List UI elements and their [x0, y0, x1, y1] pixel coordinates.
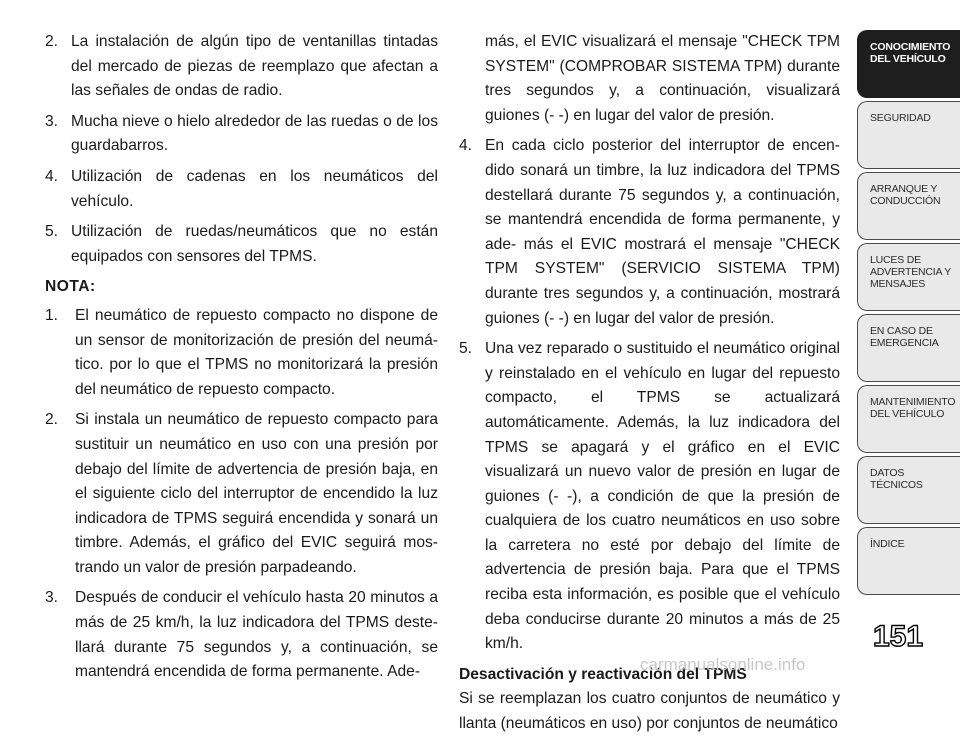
list-item-number: 2. [45, 33, 59, 50]
tab-label: ARRANQUE Y [870, 183, 938, 195]
tab-datos-tecnicos[interactable] [857, 456, 960, 524]
tab-label: SEGURIDAD [870, 112, 931, 124]
tab-label: TÉCNICOS [870, 479, 923, 491]
list-item [45, 165, 438, 214]
tab-label: DEL VEHÍCULO [870, 408, 945, 420]
tab-label: EN CASO DE [870, 325, 933, 337]
section-heading: Desactivación y reactivación del TPMS [459, 665, 747, 683]
left-column [45, 30, 438, 691]
list-item-text: En cada ciclo posterior del interruptor de encen- dido sonará un timbre, la luz indicadora del TPMS destellará durante 75 segundos y, a continuación, se mantendrá encendida de forma permanente, y ade- más el EVIC mostrará el mensaje "CHECK TPM SYSTEM" (SERVICIO SISTEMA TPM) durante tres segundos y, a continuación, mostrará guiones (- -) en lugar del valor de presión. [485, 137, 840, 327]
list-item [459, 337, 840, 657]
tab-label: LUCES DE [870, 254, 921, 266]
tab-conocimiento-del-vehiculo[interactable] [857, 30, 960, 98]
section-paragraph: Si se reemplazan los cuatro conjuntos de neumático y llanta (neumáticos en uso) por conjuntos de neumático [459, 690, 840, 733]
tab-seguridad[interactable] [857, 101, 960, 169]
tab-mantenimiento-del-vehiculo[interactable] [857, 385, 960, 453]
note-item-text: Si instala un neumático de repuesto compacto para sustituir un neumático en uso con una presión por debajo del límite de advertencia de presión baja, en el siguiente ciclo del interruptor de encendido la luz indicadora de TPMS seguirá encendida y sonará un timbre. Además, el gráfico del EVIC seguirá mos- trando un valor de presión parpadeando. [75, 411, 438, 576]
tab-label: CONDUCCIÓN [870, 195, 941, 207]
tab-en-caso-de-emergencia[interactable] [857, 314, 960, 382]
note-label: NOTA: [45, 278, 96, 296]
tab-label: MENSAJES [870, 278, 925, 290]
tab-arranque-y-conduccion[interactable] [857, 172, 960, 240]
list-item-text: Mucha nieve o hielo alrededor de las ruedas o de los guardabarros. [71, 112, 438, 155]
chapter-tabs [857, 30, 960, 598]
list-item-text: Utilización de cadenas en los neumáticos del vehículo. [71, 167, 438, 210]
list-item-text: Utilización de ruedas/neumáticos que no están equipados con sensores del TPMS. [71, 223, 438, 265]
list-item-number: 5. [45, 223, 59, 241]
list-item [459, 134, 840, 331]
list-item [45, 30, 438, 104]
tab-label: ADVERTENCIA Y [870, 266, 952, 278]
list-item-number: 4. [459, 137, 473, 155]
list-item [45, 220, 438, 269]
note-item-number: 3. [45, 589, 59, 607]
list-item-number: 5. [459, 340, 473, 358]
page-number: 151 [872, 620, 924, 653]
continued-text: más, el EVIC visualizará el mensaje "CHECK TPM SYSTEM" (COMPROBAR SISTEMA TPM) durante tres segundos y, a continuación, visualizará guiones (- -) en lugar del valor de presión. [485, 33, 840, 124]
tab-label: EMERGENCIA [870, 337, 939, 349]
note-item [45, 586, 438, 684]
tab-indice[interactable] [857, 527, 960, 595]
right-column [459, 30, 840, 737]
list-item-number: 3. [45, 112, 59, 130]
note-item-text: Después de conducir el vehículo hasta 20 minutos a más de 25 km/h, la luz indicadora del TPMS deste- llará durante 75 segundos y, a continuación, se mantendrá encendida de forma permanente. Ade- [75, 589, 438, 681]
list-item-number: 4. [45, 167, 59, 185]
list-item [45, 110, 438, 159]
note-item [45, 408, 438, 580]
note-item [45, 304, 438, 402]
tab-label: MANTENIMIENTO [870, 396, 956, 408]
tab-label: ÍNDICE [870, 538, 905, 550]
note-item-number: 1. [45, 306, 59, 324]
tab-label: DEL VEHÍCULO [870, 53, 946, 65]
tab-luces-de-advertencia[interactable] [857, 243, 960, 311]
tab-label: DATOS [870, 467, 905, 479]
list-item-text: La instalación de algún tipo de ventanillas tintadas del mercado de piezas de reemplazo que afectan a las señales de ondas de radio. [71, 33, 438, 100]
note-item-number: 2. [45, 411, 59, 429]
watermark: carmanualsonline.info [640, 655, 806, 674]
list-item-text: Una vez reparado o sustituido el neumático original y reinstalado en el vehículo en lugar del repuesto compacto, el TPMS se actualizará automáticamente. Además, la luz indicadora del TPMS se apagará y el gráfico en el EVIC visualizará un nuevo valor de presión en lugar de guiones (- -), a condición de que la presión de cualquiera de los cuatro neumáticos en uso sobre la carretera no esté por debajo del límite de advertencia de presión baja. Para que el TPMS reciba esta información, es posible que el vehículo deba conducirse durante 20 minutos a más de 25 km/h. [485, 340, 840, 653]
note-item-text: El neumático de repuesto compacto no dispone de un sensor de monitorización de presión del neumá- tico. por lo que el TPMS no monitorizará la presión del neumático de repuesto compacto. [75, 306, 438, 398]
tab-label: CONOCIMIENTO [870, 41, 951, 53]
